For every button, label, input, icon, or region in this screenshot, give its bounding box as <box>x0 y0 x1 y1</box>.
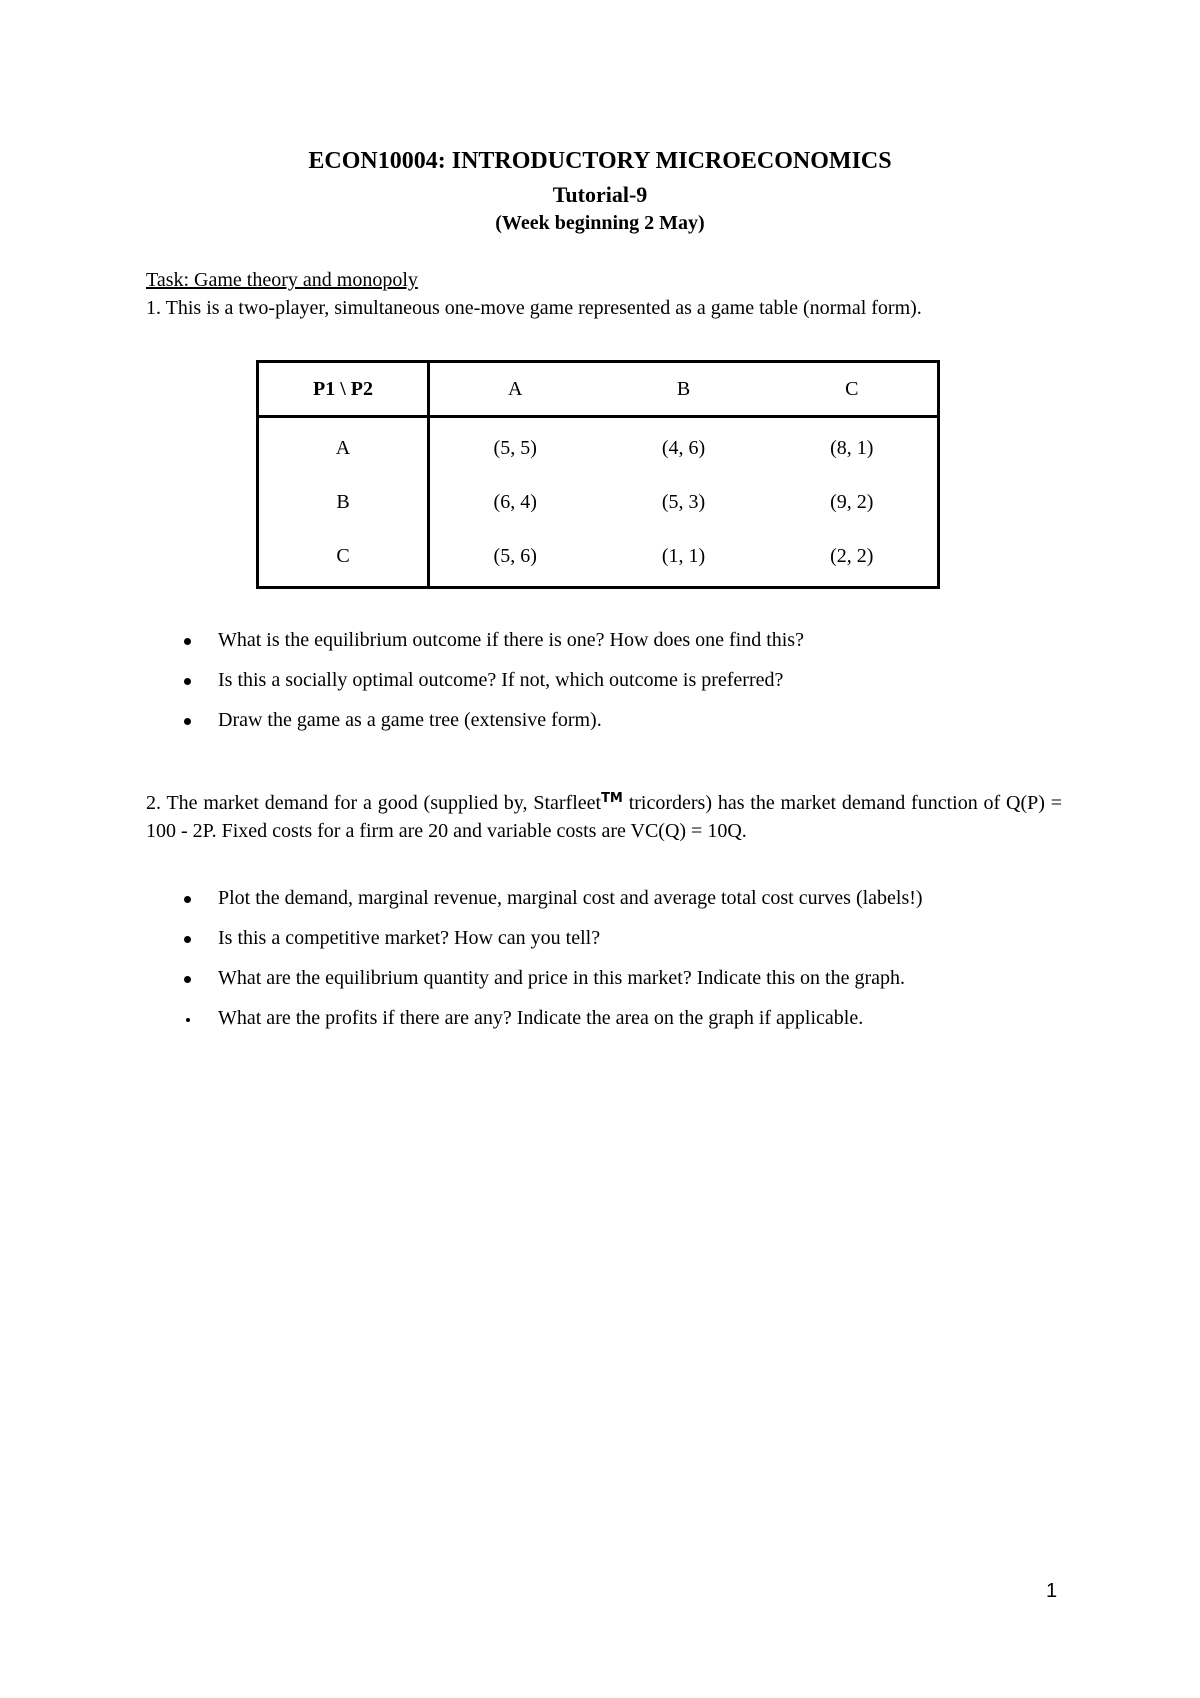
question-2-intro-end: tricorders) has the market demand function of Q(P) = 100 - 2P. Fixed costs for a firm are 20 and variable costs are VC(Q) = 10Q. <box>146 792 1062 842</box>
table-row <box>258 417 939 477</box>
payoff-cell: (5, 3) <box>661 490 706 513</box>
bullet-icon <box>186 1018 190 1022</box>
bullet-icon <box>184 638 191 645</box>
question-1-bullet-list <box>146 626 1062 746</box>
task-heading: Task: Game theory and monopoly <box>146 269 418 291</box>
list-item-text: What is the equilibrium outcome if there is one? How does one find this? <box>218 629 804 651</box>
table-row <box>258 476 939 528</box>
list-item <box>146 884 1062 912</box>
page-number: 1 <box>1046 1580 1058 1602</box>
list-item <box>146 666 1062 694</box>
payoff-cell: (8, 1) <box>830 436 874 459</box>
payoff-cell: (5, 6) <box>493 544 537 567</box>
question-2-intro <box>146 785 1062 845</box>
tutorial-title: Tutorial-9 <box>552 182 648 207</box>
column-header: C <box>767 362 939 417</box>
course-title: ECON10004: INTRODUCTORY MICROECONOMICS <box>308 148 892 174</box>
payoff-cell: (9, 2) <box>830 490 874 513</box>
table-header-row <box>258 362 939 417</box>
payoff-cell: (4, 6) <box>661 436 706 459</box>
list-item <box>146 1004 1062 1032</box>
list-item-text: Is this a socially optimal outcome? If not, which outcome is preferred? <box>218 669 784 691</box>
payoff-cell: (1, 1) <box>661 544 706 567</box>
bullet-icon <box>184 976 191 983</box>
payoff-cell: (6, 4) <box>493 490 537 513</box>
column-header: B <box>600 362 766 417</box>
question-2-intro-start: 2. The market demand for a good (supplied by, Starfleet <box>146 792 602 814</box>
week-subtitle: (Week beginning 2 May) <box>495 212 705 234</box>
payoff-cell: (5, 5) <box>493 436 537 459</box>
bullet-icon <box>184 678 191 685</box>
bullet-icon <box>184 718 191 725</box>
table-row <box>258 528 939 588</box>
row-header: A <box>258 417 429 477</box>
payoff-table <box>256 360 940 589</box>
payoff-cell: (2, 2) <box>830 544 874 567</box>
question-2-bullet-list <box>146 884 1062 1044</box>
trademark-symbol: TM <box>601 791 623 806</box>
row-header: C <box>258 528 429 588</box>
list-item <box>146 924 1062 952</box>
list-item <box>146 626 1062 654</box>
list-item-text: Plot the demand, marginal revenue, marginal cost and average total cost curves (labels!) <box>218 887 923 909</box>
list-item-text: What are the equilibrium quantity and price in this market? Indicate this on the graph. <box>218 967 906 989</box>
list-item-text: What are the profits if there are any? Indicate the area on the graph if applicable. <box>218 1007 864 1029</box>
row-header: B <box>258 476 429 528</box>
list-item-text: Draw the game as a game tree (extensive form). <box>218 709 602 731</box>
table-corner-label: P1 \ P2 <box>258 362 429 417</box>
list-item <box>146 964 1062 992</box>
list-item-text: Is this a competitive market? How can you tell? <box>218 927 601 949</box>
bullet-icon <box>184 936 191 943</box>
list-item <box>146 706 1062 734</box>
bullet-icon <box>184 896 191 903</box>
column-header: A <box>429 362 601 417</box>
question-1-intro: 1. This is a two-player, simultaneous one-move game represented as a game table (normal form). <box>146 297 922 319</box>
